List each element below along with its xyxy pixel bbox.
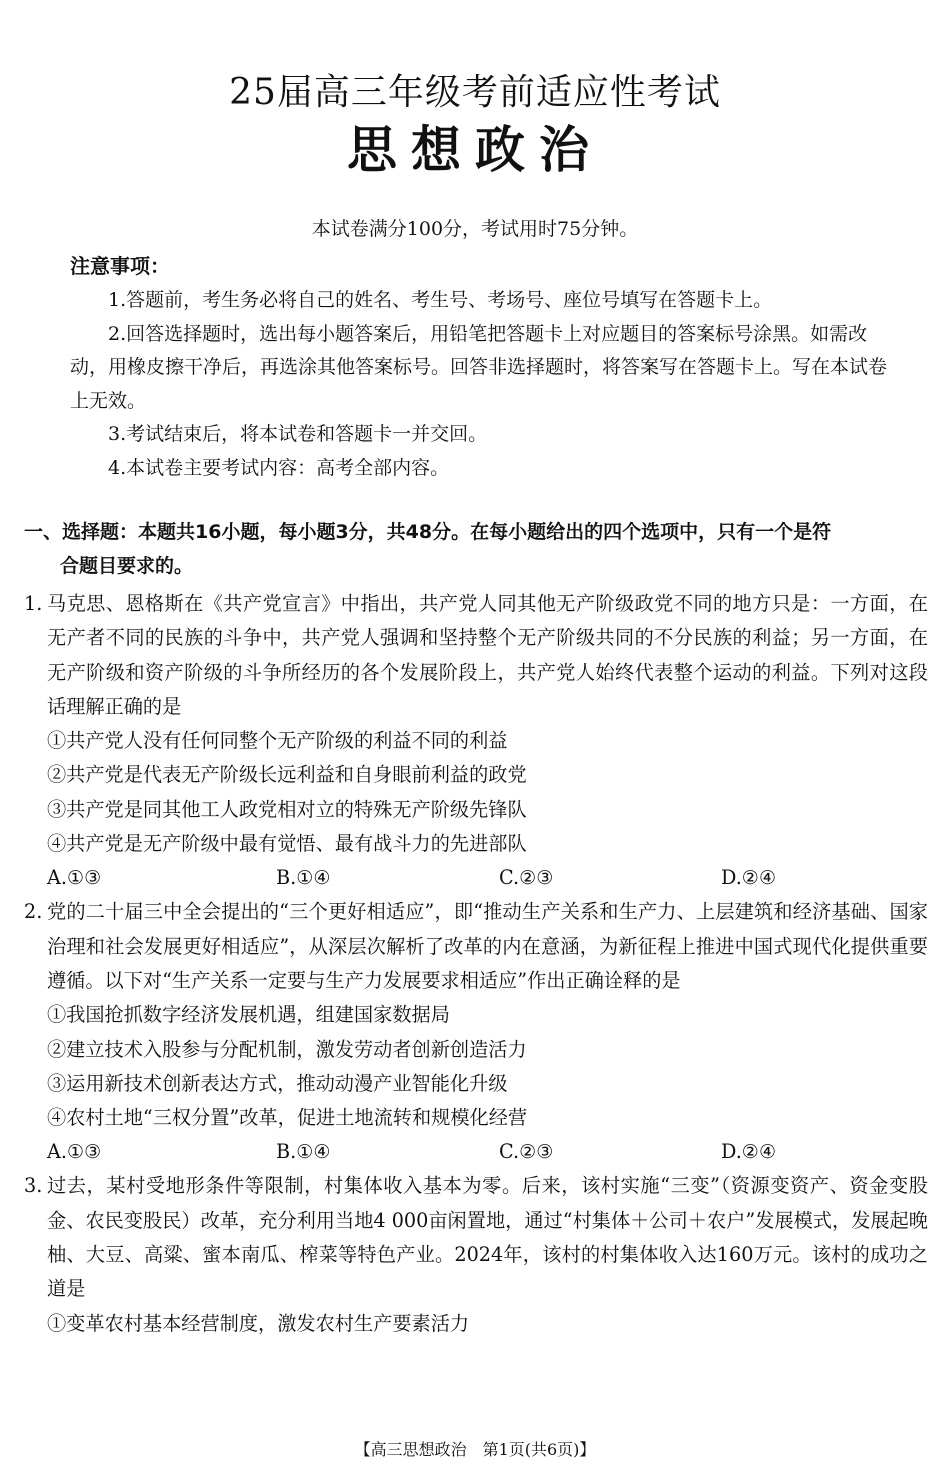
question-stem: 过去，某村受地形条件等限制，村集体收入基本为零。后来，该村实施“三变”（资源变资产、资金变股金、农民变股民）改革，充分利用当地4 000亩闲置地，通过“村集体＋公司＋农户”发展模式，发展起晚柚、大豆、高粱、蜜本南瓜、榨菜等特色产业。2024年，该村的村集体收入达160万元。该村的成功之道是 <box>47 1174 928 1301</box>
choice-d: D.②④ <box>721 1140 777 1164</box>
statement-option: ③共产党是同其他工人政党相对立的特殊无产阶级先锋队 <box>47 797 527 821</box>
notice-item: 2.回答选择题时，选出每小题答案后，用铅笔把答题卡上对应题目的答案标号涂黑。如需改动，用橡皮擦干净后，再选涂其他答案标号。回答非选择题时，将答案写在答题卡上。写在本试卷上无效。 <box>70 322 888 412</box>
question-list <box>24 587 928 1341</box>
question-1 <box>24 587 928 895</box>
page-footer: 【高三思想政治 第1页(共6页)】 <box>354 1440 596 1459</box>
answer-choices <box>47 861 928 895</box>
choice-a: A.①③ <box>47 1140 102 1164</box>
statement-option: ①变革农村基本经营制度，激发农村生产要素活力 <box>47 1311 470 1335</box>
section-heading <box>24 515 929 583</box>
choice-d: D.②④ <box>721 866 777 890</box>
subject-title: 思想政治 <box>347 121 603 179</box>
statement-option: ④农村土地“三权分置”改革，促进土地流转和规模化经营 <box>47 1106 528 1130</box>
exam-intro: 本试卷满分100分，考试用时75分钟。 <box>311 218 639 240</box>
question-number: 3. <box>24 1174 43 1198</box>
answer-choices <box>47 1135 928 1169</box>
choice-c: C.②③ <box>499 866 554 890</box>
notice-item: 1.答题前，考生务必将自己的姓名、考生号、考场号、座位号填写在答题卡上。 <box>108 289 773 311</box>
question-stem: 党的二十届三中全会提出的“三个更好相适应”，即“推动生产关系和生产力、上层建筑和经济基础、国家治理和社会发展更好相适应”，从深层次解析了改革的内在意涵，为新征程上推进中国式现代化提供重要遵循。以下对“生产关系一定要与生产力发展要求相适应”作出正确诠释的是 <box>47 900 928 992</box>
statement-option: ①我国抢抓数字经济发展机遇，组建国家数据局 <box>47 1003 450 1027</box>
section-heading-line1: 一、选择题：本题共16小题，每小题3分，共48分。在每小题给出的四个选项中，只有一个是符 <box>24 521 832 543</box>
statement-option: ②建立技术入股参与分配机制，激发劳动者创新创造活力 <box>47 1037 527 1061</box>
notice-item: 4.本试卷主要考试内容：高考全部内容。 <box>108 456 450 479</box>
choice-b: B.①④ <box>276 866 331 890</box>
question-stem: 马克思、恩格斯在《共产党宣言》中指出，共产党人同其他无产阶级政党不同的地方只是：一方面，在无产者不同的民族的斗争中，共产党人强调和坚持整个无产阶级共同的不分民族的利益；另一方面，在无产阶级和资产阶级的斗争所经历的各个发展阶段上，共产党人始终代表整个运动的利益。下列对这段话理解正确的是 <box>47 592 928 718</box>
statement-option: ③运用新技术创新表达方式，推动动漫产业智能化升级 <box>47 1071 508 1095</box>
question-3 <box>24 1169 928 1340</box>
question-2 <box>24 895 928 1169</box>
notice-title: 注意事项： <box>70 254 170 278</box>
choice-b: B.①④ <box>276 1140 331 1164</box>
question-number: 1. <box>24 592 43 615</box>
statement-option: ②共产党是代表无产阶级长远利益和自身眼前利益的政党 <box>47 763 527 787</box>
exam-title: 25届高三年级考前适应性考试 <box>229 72 721 113</box>
choice-a: A.①③ <box>47 866 102 890</box>
question-number: 2. <box>24 900 43 924</box>
notice-list <box>70 284 890 485</box>
notice-item: 3.考试结束后，将本试卷和答题卡一并交回。 <box>108 423 488 445</box>
statement-option: ④共产党是无产阶级中最有觉悟、最有战斗力的先进部队 <box>47 832 527 856</box>
statement-option: ①共产党人没有任何同整个无产阶级的利益不同的利益 <box>47 729 508 753</box>
choice-c: C.②③ <box>499 1140 554 1164</box>
section-heading-line2: 合题目要求的。 <box>60 555 194 577</box>
